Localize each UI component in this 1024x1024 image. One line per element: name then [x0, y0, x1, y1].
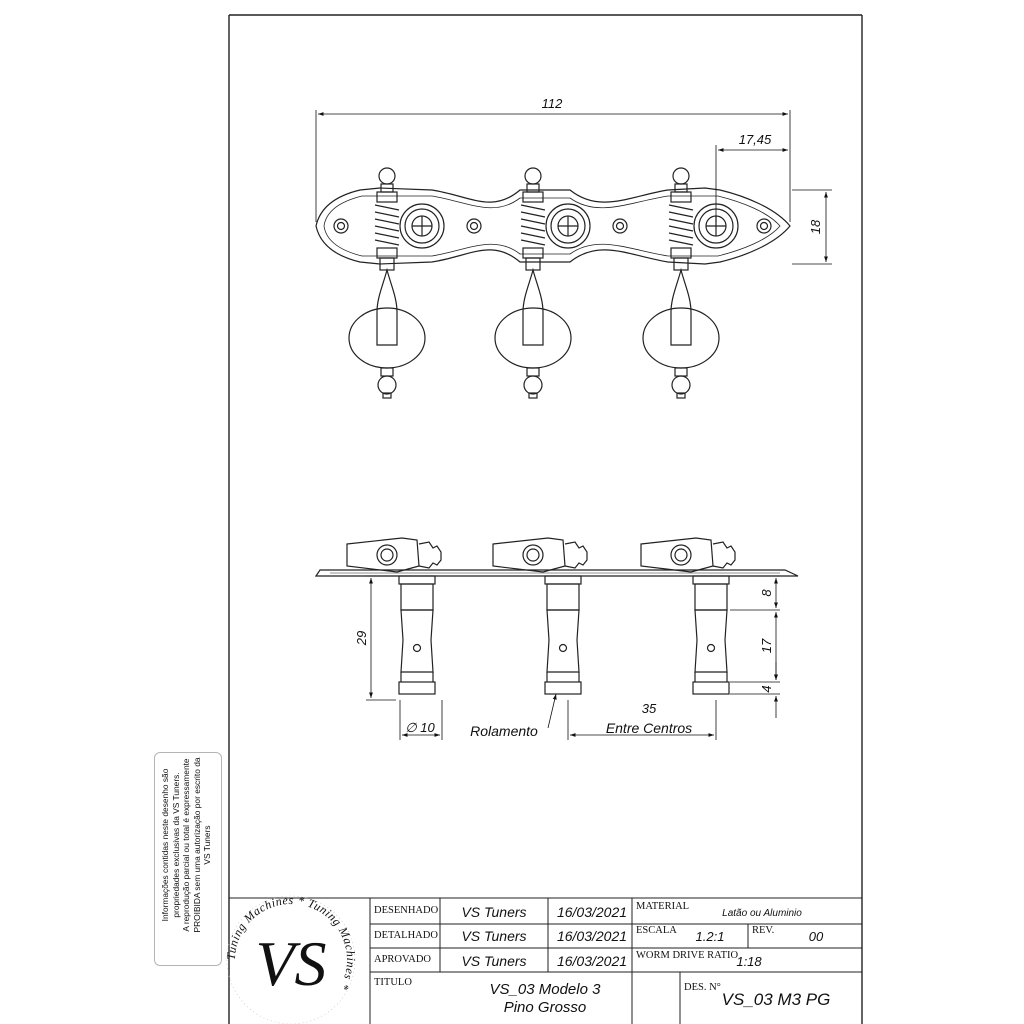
side-tuner-3: [641, 538, 735, 694]
side-tuner-1: [347, 538, 441, 694]
value-approved-by: VS Tuners: [461, 953, 527, 969]
value-title-line-2: Pino Grosso: [503, 999, 587, 1016]
dim-diameter: ∅ 10: [405, 720, 435, 735]
dim-pitch-offset: 17,45: [738, 132, 772, 147]
value-scale: 1.2:1: [695, 929, 725, 944]
top-view-drawing: [316, 168, 790, 398]
value-drawn-date: 16/03/2021: [556, 904, 628, 920]
label-approved-by: APROVADO: [374, 954, 431, 965]
label-scale: ESCALA: [636, 925, 677, 936]
sheet-frame: [229, 15, 862, 1024]
value-detailed-by: VS Tuners: [461, 928, 527, 944]
value-worm-drive-ratio: 1:18: [736, 954, 762, 969]
label-title: TITULO: [374, 977, 412, 988]
label-drawing-number: DES. N°: [684, 982, 721, 993]
value-material: Latão ou Aluminio: [722, 908, 802, 919]
dim-middle-segment: 17: [759, 638, 774, 654]
dim-post-height: 29: [354, 630, 369, 646]
tuner-unit-3: [643, 168, 738, 398]
label-material: MATERIAL: [636, 901, 690, 912]
label-detailed-by: DETALHADO: [374, 930, 438, 941]
side-view-dimensions: [366, 576, 780, 740]
label-drawn-by: DESENHADO: [374, 905, 439, 916]
label-bushing: Rolamento: [470, 723, 538, 739]
notice-line: Informações contidas neste desenho são: [160, 768, 170, 922]
label-worm-drive-ratio: WORM DRIVE RATIO: [636, 950, 739, 961]
notice-line: VS Tuners: [202, 825, 212, 865]
value-drawn-by: VS Tuners: [461, 904, 527, 920]
label-revision: REV.: [752, 925, 775, 936]
vs-tuners-logo: [224, 893, 358, 1024]
logo-ring-text: Tuning Machines * Tuning Machines *: [223, 892, 359, 993]
value-drawing-number: VS_03 M3 PG: [721, 990, 831, 1009]
value-approved-date: 16/03/2021: [556, 953, 628, 969]
dim-plate-height: 18: [808, 219, 823, 235]
side-view-drawing: [316, 538, 798, 694]
dim-upper-segment: 8: [759, 589, 774, 597]
value-revision: 00: [808, 929, 824, 944]
notice-line: PROIBIDA sem uma autorização por escrito da: [191, 757, 202, 933]
tuner-unit-2: [495, 168, 590, 398]
dim-lower-segment: 4: [759, 685, 774, 693]
logo-monogram: VS: [255, 928, 327, 999]
dim-overall-length: 112: [541, 96, 563, 111]
notice-line: A reprodução parcial ou total é expressamente: [181, 758, 191, 932]
label-between-centers: Entre Centros: [605, 720, 693, 736]
tuner-unit-1: [349, 168, 444, 398]
side-tuner-2: [493, 538, 587, 694]
value-detailed-date: 16/03/2021: [556, 928, 628, 944]
dim-spacing: 35: [641, 701, 657, 716]
value-title-line-1: VS_03 Modelo 3: [489, 981, 601, 998]
notice-line: propriedades exclusivas da VS Tuners.: [170, 772, 181, 918]
